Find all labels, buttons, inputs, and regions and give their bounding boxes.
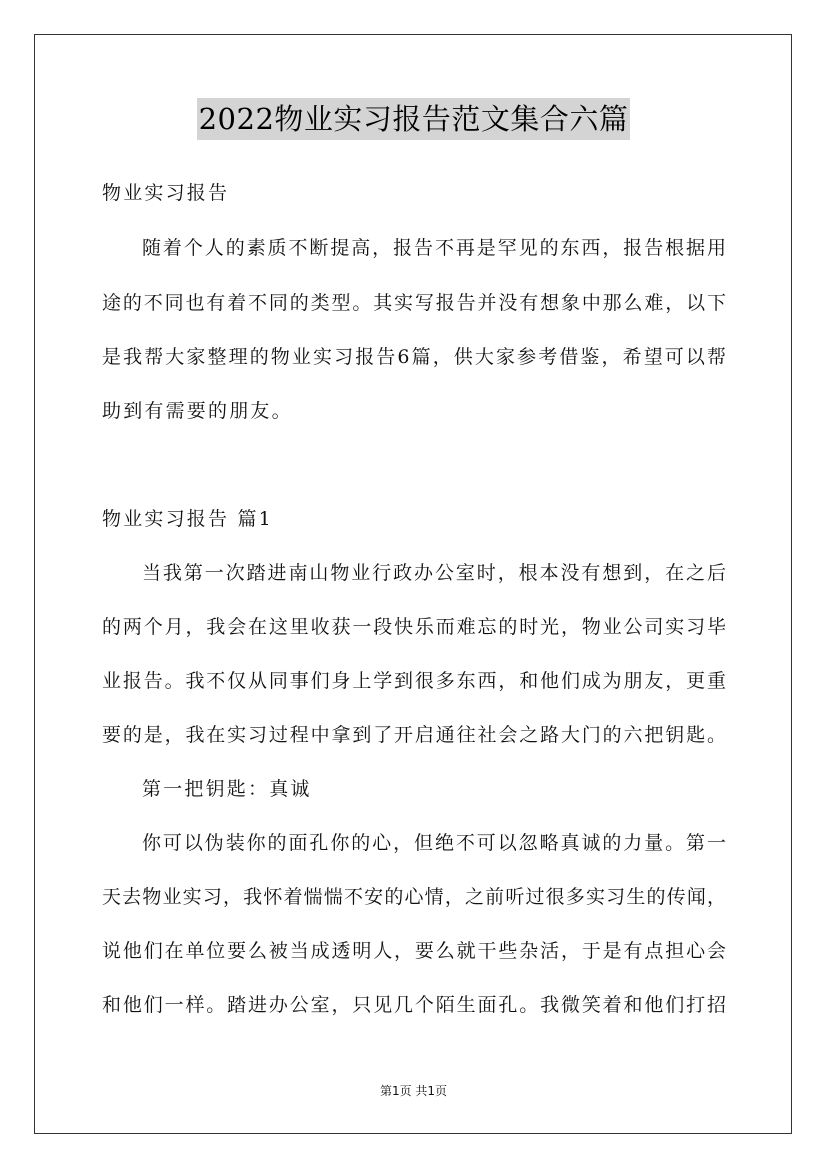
paragraph-line: 和他们一样。踏进办公室，只见几个陌生面孔。我微笑着和他们打招: [102, 994, 726, 1016]
paragraph-line: 你可以伪装你的面孔你的心，但绝不可以忽略真诚的力量。第一: [142, 832, 726, 854]
title-wrap: [0, 98, 827, 140]
section-heading: 物业实习报告: [102, 182, 230, 204]
subheading: 第一把钥匙：真诚: [142, 778, 312, 800]
paragraph-line: 助到有需要的朋友。: [102, 400, 293, 422]
paragraph-line: 业报告。我不仅从同事们身上学到很多东西，和他们成为朋友，更重: [102, 670, 726, 692]
paragraph-line: 说他们在单位要么被当成透明人，要么就干些杂活，于是有点担心会: [102, 940, 726, 962]
paragraph-line: 是我帮大家整理的物业实习报告6篇，供大家参考借鉴，希望可以帮: [102, 346, 726, 368]
paragraph-line: 天去物业实习，我怀着惴惴不安的心情，之前听过很多实习生的传闻，: [102, 886, 726, 908]
paragraph-line: 的两个月，我会在这里收获一段快乐而难忘的时光，物业公司实习毕: [102, 616, 726, 638]
paragraph-line: 当我第一次踏进南山物业行政办公室时，根本没有想到，在之后: [142, 562, 726, 584]
document-title: 2022物业实习报告范文集合六篇: [197, 98, 631, 140]
paragraph-line: 途的不同也有着不同的类型。其实写报告并没有想象中那么难，以下: [102, 292, 726, 314]
page-footer: 第1页 共1页: [379, 1084, 448, 1098]
paragraph-line: 要的是，我在实习过程中拿到了开启通往社会之路大门的六把钥匙。: [102, 724, 726, 746]
paragraph-line: 随着个人的素质不断提高，报告不再是罕见的东西，报告根据用: [142, 237, 726, 259]
section-heading: 物业实习报告 篇1: [102, 508, 273, 530]
